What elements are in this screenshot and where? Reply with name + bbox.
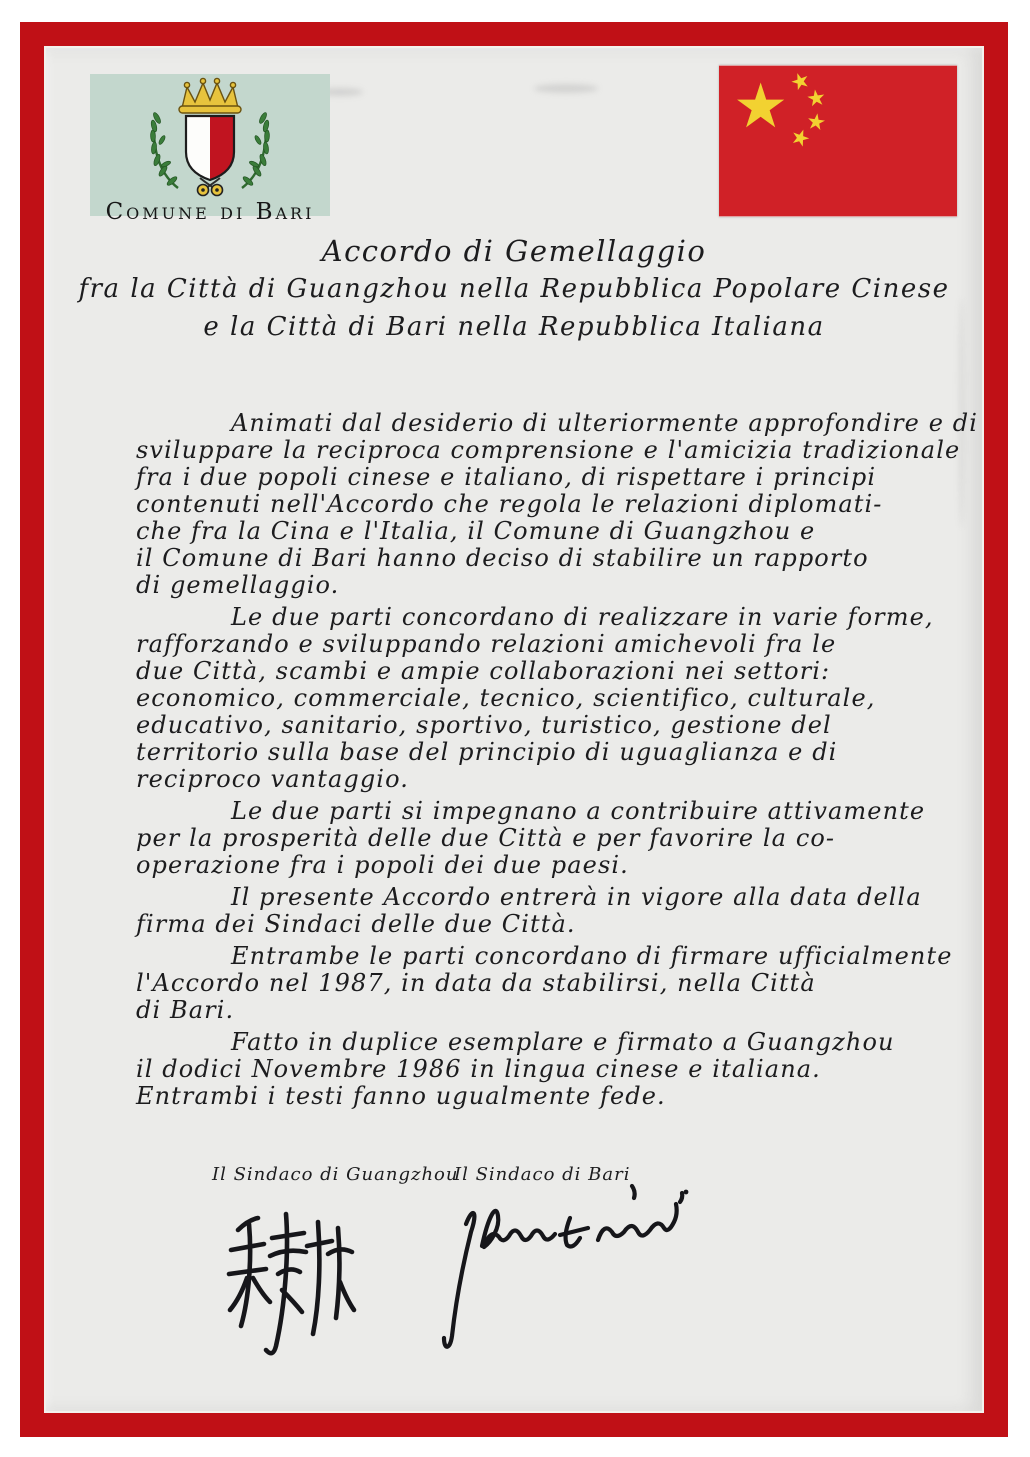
text-line: l'Accordo nel 1987, in data da stabilirsi, nella Città: [136, 969, 816, 997]
text-line: rafforzando e sviluppando relazioni amichevoli fra le: [136, 630, 837, 658]
paragraph: [136, 884, 944, 938]
text-line: due Città, scambi e ampie collaborazioni nei settori:: [136, 657, 831, 685]
paragraph: [136, 942, 953, 1024]
scan-smudge: [534, 84, 598, 93]
text-line: Entrambe le parti concordano di firmare ufficialmente: [231, 942, 953, 970]
text-line: economico, commerciale, tecnico, scientifico, culturale,: [136, 684, 876, 712]
text-line: contenuti nell'Accordo che regola le relazioni diplomati-: [136, 490, 883, 518]
document-red-border: [20, 22, 1008, 1437]
text-line: il Comune di Bari hanno deciso di stabilire un rapporto: [136, 544, 869, 572]
text-line: reciproco vantaggio.: [136, 765, 409, 793]
text-line: che fra la Cina e l'Italia, il Comune di Guangzhou e: [136, 517, 816, 545]
emblem-caption: Comune di Bari: [105, 199, 315, 225]
text-line: fra i due popoli cinese e italiano, di rispettare i principi: [136, 463, 877, 491]
comune-di-bari-emblem: [90, 74, 330, 225]
text-line: sviluppare la reciproca comprensione e l'amicizia tradizionale: [136, 436, 961, 464]
paragraph: [136, 1029, 944, 1110]
document-title: [46, 232, 982, 346]
text-line: per la prosperità delle due Città e per favorire la co-: [136, 824, 836, 852]
text-line: territorio sulla base del principio di uguaglianza e di: [136, 738, 838, 766]
text-line: firma dei Sindaci delle due Città.: [136, 910, 576, 938]
text-line: Animati dal desiderio di ulteriormente approfondire e di: [231, 409, 978, 437]
title-line: Accordo di Gemellaggio: [321, 234, 707, 268]
paragraph: [136, 604, 944, 793]
text-line: il dodici Novembre 1986 in lingua cinese e italiana.: [136, 1055, 821, 1083]
signature-bari-mayor: [436, 1178, 692, 1362]
document-page: [44, 46, 984, 1413]
china-flag-icon: [719, 65, 957, 217]
text-line: Il presente Accordo entrerà in vigore alla data della: [231, 883, 922, 911]
coat-of-arms-icon: [90, 74, 330, 216]
text-line: operazione fra i popoli dei due paesi.: [136, 851, 629, 879]
text-line: Fatto in duplice esemplare e firmato a Guangzhou: [231, 1028, 895, 1056]
text-line: Le due parti si impegnano a contribuire attivamente: [231, 797, 926, 825]
signature-label-guangzhou: Il Sindaco di Guangzhou: [212, 1164, 459, 1185]
text-line: Entrambi i testi fanno ugualmente fede.: [136, 1082, 666, 1110]
signature-label-bari: Il Sindaco di Bari: [454, 1164, 631, 1185]
text-line: educativo, sanitario, sportivo, turistico, gestione del: [136, 711, 832, 739]
document-body: [136, 409, 978, 1110]
paragraph: [136, 798, 944, 879]
text-line: di gemellaggio.: [136, 571, 340, 599]
signature-guangzhou-mayor: [222, 1194, 358, 1364]
text-line: di Bari.: [136, 996, 235, 1024]
title-line: fra la Città di Guangzhou nella Repubblica Popolare Cinese: [78, 274, 950, 304]
text-line: Le due parti concordano di realizzare in varie forme,: [231, 603, 934, 631]
paragraph: [136, 409, 978, 599]
title-line: e la Città di Bari nella Repubblica Italiana: [203, 312, 825, 342]
